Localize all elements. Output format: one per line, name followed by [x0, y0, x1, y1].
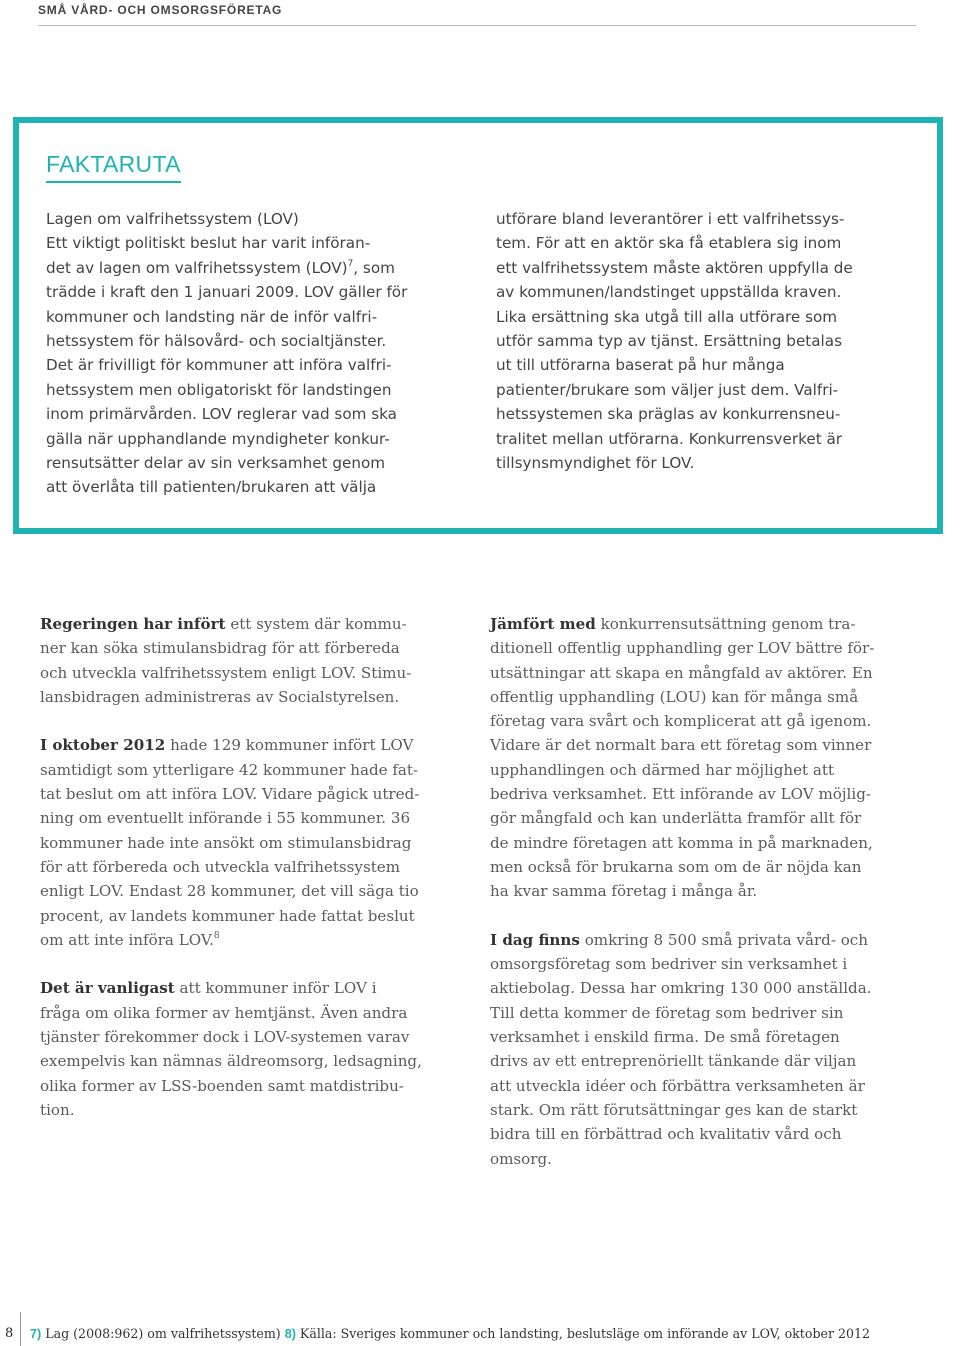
body-text: att kommuner inför LOV i [174, 979, 377, 998]
body-line: offentlig upphandling (LOU) kan för många små [490, 687, 859, 706]
page-footer [0, 1312, 960, 1346]
body-line: drivs av ett entreprenöriellt tänkande där viljan [490, 1052, 857, 1071]
page-number: 8 [5, 1326, 14, 1341]
body-line: samtidigt som ytterligare 42 kommuner hade fat- [40, 760, 419, 779]
paragraph-lead: I dag finns [490, 930, 580, 949]
body-line [40, 928, 470, 952]
fakta-line: tralitet mellan utförarna. Konkurrensverket är [496, 429, 843, 448]
fakta-line: att överlåta till patienten/brukaren att välja [46, 478, 377, 497]
body-line: upphandlingen och därmed har möjlighet att [490, 760, 835, 779]
body-line: ditionell offentlig upphandling ger LOV bättre för- [490, 639, 875, 658]
footnote-marker-7: 7) [30, 1327, 42, 1341]
body-line: men också för brukarna som om de är nöjda kan [490, 857, 862, 876]
footnote-ref-7: 7 [347, 258, 354, 269]
body-text: ett system där kommu- [225, 615, 407, 633]
fakta-line [46, 256, 466, 280]
paragraph-idag [490, 928, 920, 1171]
body-line: och utveckla valfrihetssystem enligt LOV. Stimu- [40, 663, 412, 682]
body-line: olika former av LSS-boenden samt matdistribu- [40, 1076, 404, 1095]
footnote-marker-8: 8) [284, 1327, 296, 1341]
fakta-line: trädde i kraft den 1 januari 2009. LOV gäller för [46, 283, 408, 302]
body-text: hade 129 kommuner infört LOV [165, 736, 414, 755]
body-line: ner kan söka stimulansbidrag för att förbereda [40, 639, 400, 658]
body-line: aktiebolag. Dessa har omkring 130 000 anställda. [490, 979, 872, 998]
body-line: tjänster förekommer dock i LOV-systemen varav [40, 1028, 410, 1047]
running-header-title: SMÅ VÅRD- OCH OMSORGSFÖRETAG [38, 3, 283, 17]
body-text: omkring 8 500 små privata vård- och [579, 930, 868, 949]
fakta-line: Det är frivilligt för kommuner att införa valfri- [46, 356, 392, 375]
body-line: omsorg. [490, 1149, 552, 1168]
fakta-line: hetssystem men obligatoriskt för landstingen [46, 380, 392, 399]
fakta-line: rensutsätter delar av sin verksamhet genom [46, 454, 386, 473]
paragraph-lead: Regeringen har infört [40, 615, 226, 633]
fakta-line: ut till utförarna baserat på hur många [496, 356, 785, 375]
paragraph-oktober [40, 733, 470, 952]
body-line: Vidare är det normalt bara ett företag som vinner [490, 736, 872, 755]
body-line: exempelvis kan nämnas äldreomsorg, ledsagning, [40, 1052, 422, 1071]
body-line [490, 612, 920, 636]
body-text: om att inte införa LOV. [40, 930, 214, 949]
paragraph-vanligast [40, 976, 470, 1122]
fakta-line: Ett viktigt politiskt beslut har varit införan- [46, 234, 371, 253]
fakta-line: utförare bland leverantörer i ett valfrihetssys- [496, 210, 845, 228]
body-line: företag vara svårt och komplicerat att gå igenom. [490, 712, 872, 731]
paragraph-lead: Jämfört med [490, 615, 596, 633]
body-line: utsättningar att skapa en mångfald av aktörer. En [490, 663, 873, 682]
body-line: lansbidragen administreras av Socialstyrelsen. [40, 687, 400, 706]
body-line: bedriva verksamhet. Ett införande av LOV möjlig- [490, 785, 871, 804]
fakta-line: tillsynsmyndighet för LOV. [496, 454, 695, 473]
body-line: ha kvar samma företag i många år. [490, 882, 758, 901]
fakta-line: Lika ersättning ska utgå till alla utförare som [496, 307, 838, 326]
footnote-7-text: Lag (2008:962) om valfrihetssystem) [41, 1326, 285, 1341]
paragraph-lead: Det är vanligast [40, 979, 175, 998]
body-left-column [40, 612, 470, 1122]
fakta-line: gälla när upphandlande myndigheter konkur- [46, 429, 390, 448]
footnote-ref-8: 8 [213, 930, 220, 941]
body-line: att utveckla idéer och förbättra verksamheten är [490, 1076, 865, 1095]
body-line: tat beslut om att införa LOV. Vidare pågick utred- [40, 785, 420, 804]
footer-divider [20, 1312, 21, 1346]
fakta-line: utför samma typ av tjänst. Ersättning betalas [496, 332, 842, 351]
body-right-column [490, 612, 920, 1171]
body-line: procent, av landets kommuner hade fattat beslut [40, 906, 415, 925]
fakta-line: kommuner och landsting när de inför valfri- [46, 307, 378, 326]
body-line: stark. Om rätt förutsättningar ges kan de starkt [490, 1100, 858, 1119]
fakta-line: ett valfrihetssystem måste aktören uppfylla de [496, 258, 853, 277]
body-line [490, 928, 920, 952]
faktaruta-left-column [46, 207, 466, 500]
fakta-line: hetssystem för hälsovård- och socialtjänster. [46, 332, 387, 351]
faktaruta-right-column [496, 207, 916, 475]
body-line: bidra till en förbättrad och kvalitativ vård och [490, 1125, 842, 1144]
body-line: för att förbereda och utveckla valfrihetssystem [40, 857, 401, 876]
paragraph-jamfort [490, 612, 920, 904]
body-line: gör mångfald och kan underlätta framför allt för [490, 809, 862, 828]
paragraph-regeringen [40, 612, 470, 709]
body-line: enligt LOV. Endast 28 kommuner, det vill säga tio [40, 882, 419, 901]
body-line: Till detta kommer de företag som bedriver sin [490, 1003, 844, 1022]
faktaruta-box [13, 117, 943, 534]
footnotes [30, 1326, 870, 1341]
fakta-text: det av lagen om valfrihetssystem (LOV) [46, 258, 348, 277]
body-line: fråga om olika former av hemtjänst. Även andra [40, 1003, 408, 1022]
fakta-line: patienter/brukare som väljer just dem. Valfri- [496, 380, 839, 399]
body-line [40, 976, 470, 1000]
fakta-line: Lagen om valfrihetssystem (LOV) [46, 210, 299, 228]
fakta-text: , som [353, 258, 395, 277]
body-line: verksamhet i enskild firma. De små företagen [490, 1028, 840, 1047]
fakta-line: av kommunen/landstinget uppställda kraven. [496, 283, 842, 302]
body-line: tion. [40, 1100, 75, 1119]
paragraph-lead: I oktober 2012 [40, 736, 166, 755]
fakta-line: tem. För att en aktör ska få etablera sig inom [496, 234, 842, 253]
body-text: konkurrensutsättning genom tra- [595, 615, 856, 633]
fakta-line: inom primärvården. LOV reglerar vad som ska [46, 405, 397, 424]
faktaruta-heading: FAKTARUTA [46, 151, 181, 183]
body-line: kommuner hade inte ansökt om stimulansbidrag [40, 833, 412, 852]
running-header [38, 0, 916, 26]
body-line: ning om eventuellt införande i 55 kommuner. 36 [40, 809, 411, 828]
body-line [40, 612, 470, 636]
body-line [40, 733, 470, 757]
footnote-8-text: Källa: Sveriges kommuner och landsting, beslutsläge om införande av LOV, oktober 2012 [295, 1326, 871, 1341]
body-line: omsorgsföretag som bedriver sin verksamhet i [490, 955, 848, 974]
fakta-line: hetssystemen ska präglas av konkurrensneu- [496, 405, 841, 424]
body-line: de mindre företagen att komma in på marknaden, [490, 833, 873, 852]
